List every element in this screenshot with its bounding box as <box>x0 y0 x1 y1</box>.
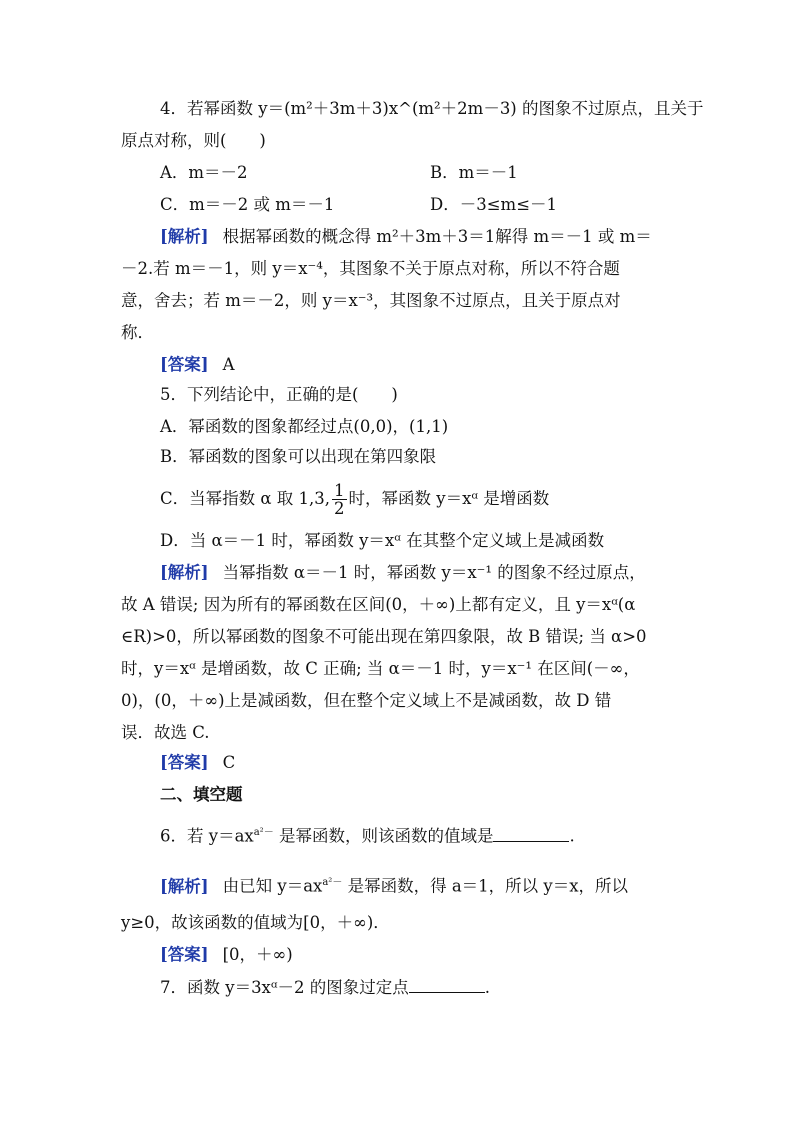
q4-option-d: D．－3≤m≤－1 <box>430 195 558 214</box>
q5-analysis-line-1 <box>160 562 646 584</box>
q4-stem-line-1: 4．若幂函数 y＝(m²＋3m＋3)x^(m²＋2m－3) 的图象不过原点，且关于 <box>160 99 704 118</box>
q5-stem: 5．下列结论中，正确的是( ) <box>160 385 398 404</box>
q4-option-a: A．m＝－2 <box>160 163 248 182</box>
q4-analysis-line-4: 称． <box>121 323 154 342</box>
q4-option-c: C．m＝－2 或 m＝－1 <box>160 195 335 214</box>
q6-analysis-post: 是幂函数，得 a＝1，所以 y＝x，所以 <box>342 876 629 896</box>
q6-analysis-line-1 <box>160 872 628 898</box>
q6-answer-line <box>160 944 293 966</box>
q5-option-c-post: 时，幂函数 y＝xᵅ 是增函数 <box>348 489 550 508</box>
q6-stem-pre: 6．若 y＝ax <box>160 826 254 846</box>
analysis-tag: [解析] <box>160 563 209 582</box>
fraction-denominator: 2 <box>334 499 345 518</box>
q6-stem <box>160 822 575 848</box>
q5-analysis-line-4: 时，y＝xᵅ 是增函数，故 C 正确; 当 α＝－1 时，y＝x⁻¹ 在区间(－∞， <box>121 659 640 678</box>
q4-stem-line-2: 原点对称，则( ) <box>121 131 266 150</box>
q5-option-d: D．当 α＝－1 时，幂函数 y＝xᵅ 在其整个定义域上是减函数 <box>160 531 605 550</box>
q4-answer-line <box>160 354 235 376</box>
q4-analysis-line-1 <box>160 226 652 248</box>
q4-option-b: B．m＝－1 <box>430 163 518 182</box>
q6-exponent: a²－ <box>253 827 274 838</box>
half-fraction <box>332 482 347 517</box>
q6-stem-post: 是幂函数，则该函数的值域是 <box>273 826 494 846</box>
q5-option-c <box>160 480 549 518</box>
q5-analysis-text-1: 当幂指数 α＝－1 时，幂函数 y＝x⁻¹ 的图象不经过原点， <box>222 563 646 582</box>
answer-tag: [答案] <box>160 753 209 772</box>
q5-option-a: A．幂函数的图象都经过点(0,0)，(1,1) <box>160 417 449 436</box>
q6-analysis-exponent: a²－ <box>322 877 343 888</box>
q5-answer: C <box>222 753 236 772</box>
q5-analysis-line-3: ∈R)>0，所以幂函数的图象不可能出现在第四象限，故 B 错误; 当 α>0 <box>121 627 647 646</box>
answer-tag: [答案] <box>160 945 209 964</box>
q4-analysis-line-2: －2.若 m＝－1，则 y＝x⁻⁴，其图象不关于原点对称，所以不符合题 <box>121 259 620 278</box>
q5-analysis-line-2: 故 A 错误; 因为所有的幂函数在区间(0，＋∞)上都有定义，且 y＝xᵅ(α <box>121 595 636 614</box>
q7-stem-end: . <box>484 978 490 997</box>
analysis-tag: [解析] <box>160 227 209 246</box>
q6-stem-end: . <box>569 826 575 846</box>
q5-analysis-line-6: 误．故选 C. <box>121 723 210 742</box>
q6-analysis-pre: 由已知 y＝ax <box>222 876 323 896</box>
q6-analysis-line-2: y≥0，故该函数的值域为[0，＋∞)． <box>121 913 390 932</box>
q5-analysis-line-5: 0)，(0，＋∞)上是减函数，但在整个定义域上不是减函数，故 D 错 <box>121 691 612 710</box>
q4-analysis-line-3: 意，舍去；若 m＝－2，则 y＝x⁻³，其图象不过原点，且关于原点对 <box>121 291 621 310</box>
answer-blank[interactable] <box>493 825 569 842</box>
q5-answer-line <box>160 752 235 774</box>
q4-answer: A <box>222 355 235 374</box>
q4-analysis-text-1: 根据幂函数的概念得 m²＋3m＋3＝1解得 m＝－1 或 m＝ <box>222 227 652 246</box>
section-heading: 二、填空题 <box>160 785 243 804</box>
analysis-tag: [解析] <box>160 876 209 896</box>
fraction-numerator: 1 <box>334 481 345 500</box>
q7-stem <box>160 976 490 999</box>
answer-blank[interactable] <box>409 976 485 993</box>
q7-stem-text: 7．函数 y＝3xᵅ－2 的图象过定点 <box>160 978 409 997</box>
q5-option-c-pre: C．当幂指数 α 取 1,3, <box>160 489 330 508</box>
q5-option-b: B．幂函数的图象可以出现在第四象限 <box>160 447 437 466</box>
q6-answer: [0，＋∞) <box>222 945 293 964</box>
answer-tag: [答案] <box>160 355 209 374</box>
